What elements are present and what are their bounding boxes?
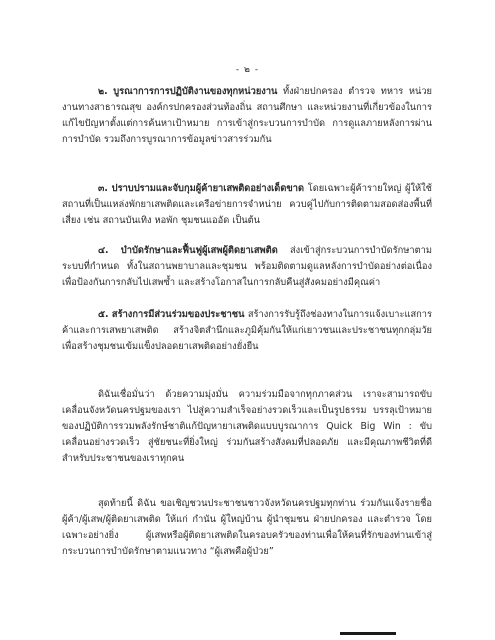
item-heading: บูรณาการการปฏิบัติงานของทุกหน่วยงาน <box>113 86 278 97</box>
closing-paragraph-2 <box>62 496 432 560</box>
item-body: ทั้งฝ่ายปกครอง ตำรวจ ทหาร หน่วยงานทางสาธารณสุข องค์กรปกครองส่วนท้องถิ่น สถานศึกษา และหน่วยงานที่เกี่ยวข้องในการแก้ไขปัญหาตั้งแต่การค้นหาเป้าหมาย การเข้าสู่กระบวนการบำบัด การดูแลภายหลังการผ่านการบำบัด รวมถึงการบูรณาการข้อมูลข่าวสารร่วมกัน <box>62 86 432 145</box>
closing-paragraph-1 <box>62 387 432 467</box>
paragraph-text: สุดท้ายนี้ ดิฉัน ขอเชิญชวนประชาชนชาวจังหวัดนครปฐมทุกท่าน ร่วมกันแจ้งรายชื่อผู้ค้า/ผู้เสพ/ผู้ติดยาเสพติด ให้แก่ กำนัน ผู้ใหญ่บ้าน ผู้นำชุมชน ฝ่ายปกครอง และตำรวจ โดยเฉพาะอย่างยิ่ง ผู้เสพหรือผู้ติดยาเสพติดในครอบครัวของท่านเพื่อให้คนที่รักของท่านเข้าสู่กระบวนการบำบัดรักษาตามแนวทาง “ผู้เสพคือผู้ป่วย” <box>62 498 432 557</box>
list-item-4 <box>62 243 432 291</box>
item-body: โดยเฉพาะผู้ค้ารายใหญ่ ผู้ให้ใช้สถานที่เป็นแหล่งพักยาเสพติดและเครือข่ายการจำหน่าย ควบคู่ไปกับการติดตามสอดส่องพื้นที่เสี่ยง เช่น สถานบันเทิง หอพัก ชุมชนแออัด เป็นต้น <box>62 183 432 226</box>
item-body: ส่งเข้าสู่กระบวนการบำบัดรักษาตามระบบที่กำหนด ทั้งในสถานพยาบาลและชุมชน พร้อมติดตามดูแลหลังการบำบัดอย่างต่อเนื่อง เพื่อป้องกันการกลับไปเสพซ้ำ และสร้างโอกาสในการกลับคืนสู่สังคมอย่างมีคุณค่า <box>62 245 432 288</box>
item-heading: บำบัดรักษาและฟื้นฟูผู้เสพผู้ติดยาเสพติด <box>120 245 278 256</box>
item-number: ๒. <box>98 86 108 97</box>
item-body: สร้างการรับรู้ถึงช่องทางในการแจ้งเบาะแสการค้าและการเสพยาเสพติด สร้างจิตสำนึกและภูมิคุ้มกันให้แก่เยาวชนและประชาชนทุกกลุ่มวัย เพื่อสร้างชุมชนเข้มแข็งปลอดยาเสพติดอย่างยั่งยืน <box>62 309 432 352</box>
bottom-rule <box>340 632 396 635</box>
item-heading: สร้างการมีส่วนร่วมของประชาชน <box>111 309 245 320</box>
item-number: ๕. <box>98 309 109 320</box>
item-number: ๔. <box>98 245 109 256</box>
page-number: - ๒ - <box>235 65 260 75</box>
item-heading: ปราบปรามและจับกุมผู้ค้ายาเสพติดอย่างเด็ดขาด <box>111 183 304 194</box>
list-item-2 <box>62 84 432 148</box>
list-item-5 <box>62 307 432 355</box>
list-item-3 <box>62 181 432 229</box>
paragraph-text: ดิฉันเชื่อมั่นว่า ด้วยความมุ่งมั่น ความร่วมมือจากทุกภาคส่วน เราจะสามารถขับเคลื่อนจังหวัดนครปฐมของเรา ไปสู่ความสำเร็จอย่างรวดเร็วและเป็นรูปธรรม บรรลุเป้าหมายของปฏิบัติการรวมพลังรักษ์ชาติแก้ปัญหายาเสพติดแบบบูรณาการ Quick Big Win : ขับเคลื่อนอย่างรวดเร็ว สู่ชัยชนะที่ยิ่งใหญ่ ร่วมกันสร้างสังคมที่ปลอดภัย และมีคุณภาพชีวิตที่ดีสำหรับประชาชนของเราทุกคน <box>62 389 432 464</box>
item-number: ๓. <box>98 183 108 194</box>
